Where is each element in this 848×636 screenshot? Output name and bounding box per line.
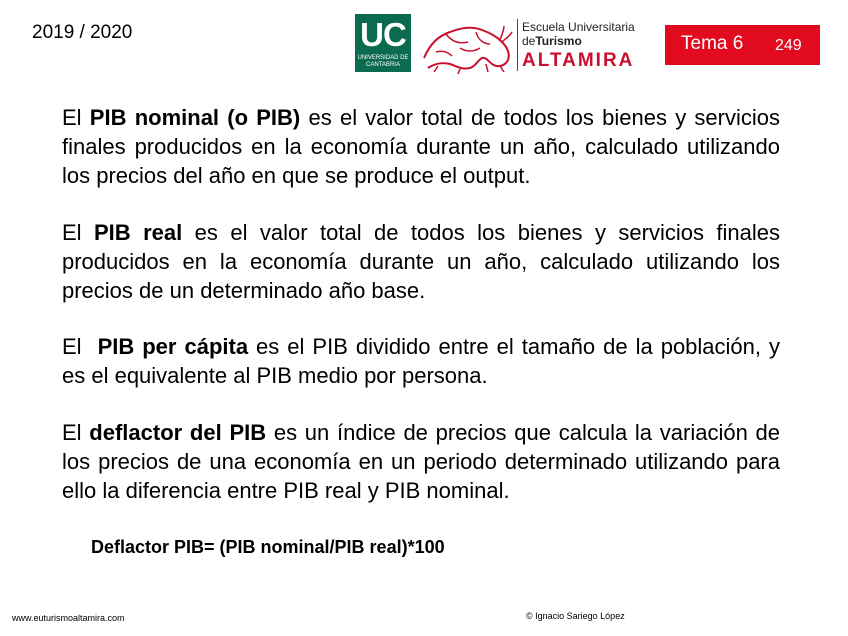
school-line-1: Escuela Universitaria [522,20,635,34]
uc-logo-letters: UC [360,16,406,53]
school-line-2: deTurismo [522,34,582,48]
school-divider [517,19,518,71]
topic-label: Tema 6 [681,33,744,54]
school-logo-text [522,20,635,72]
academic-year: 2019 / 2020 [32,22,133,43]
topic-badge [665,25,820,65]
footer-copyright: © Ignacio Sariego López [526,611,625,621]
paragraph-pib-per-capita: El PIB per cápita es el PIB dividido entre el tamaño de la población, y es el equivalente al PIB medio por persona. [62,334,781,388]
paragraph-pib-real: El PIB real es el valor total de todos los bienes y servicios finales producidos en la economía durante un año, calculado utilizando los precios de un determinado año base. [62,220,780,303]
school-line-3: ALTAMIRA [522,50,635,71]
deflator-formula: Deflactor PIB= (PIB nominal/PIB real)*100 [91,537,445,557]
footer-website: www.euturismoaltamira.com [12,613,125,623]
paragraph-deflactor: El deflactor del PIB es un índice de precios que calcula la variación de los precios de una economía en un periodo determinado utilizando para ello la diferencia entre PIB real y PIB nominal. [62,420,781,503]
bison-logo-icon [416,14,516,74]
paragraph-pib-nominal: El PIB nominal (o PIB) es el valor total de todos los bienes y servicios finales producidos en la economía durante un año, calculado utilizando los precios del año en que se produce el output. [62,105,780,188]
page-number: 249 [775,37,802,54]
uc-logo-subtitle: UNIVERSIDAD DE CANTABRIA [357,55,409,68]
uc-logo [355,14,411,72]
